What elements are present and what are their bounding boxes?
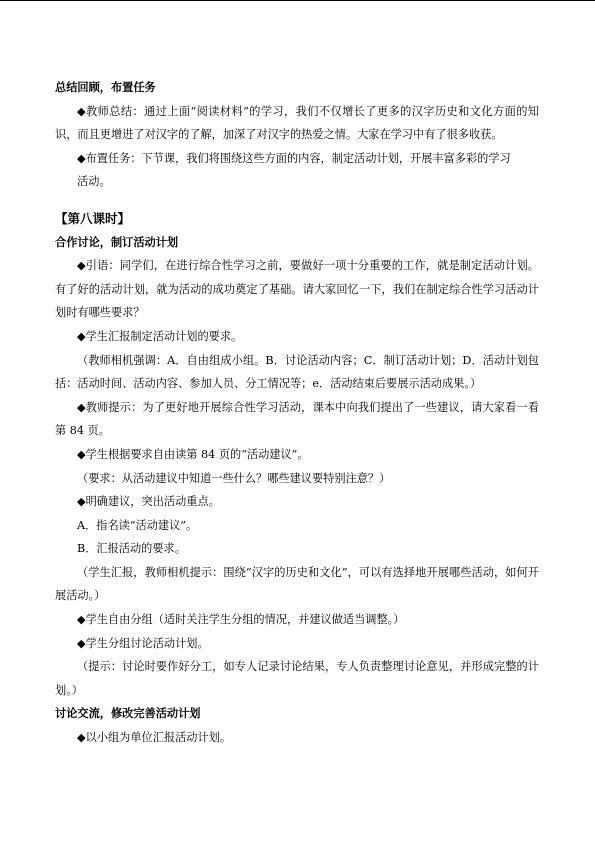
paragraph-group-report: ◆以小组为单位汇报活动计划。 xyxy=(77,731,232,745)
paragraph-teacher-emphasis: （教师相机强调：A．自由组成小组。B．讨论活动内容；C．制订活动计划；D．活动计划包括：活动时间、活动内容、参加人员、分工情况等；e．活动结束后要展示活动成果。） xyxy=(55,353,539,391)
lesson-heading-eighth: 【第八课时】 xyxy=(55,210,131,226)
paragraph-student-report-hint: （学生汇报，教师相机提示：围绕“汉字的历史和文化”，可以有选择地开展哪些活动，如何开展活动。） xyxy=(55,565,539,603)
paragraph-teacher-hint: ◆教师提示：为了更好地开展综合性学习活动，课本中向我们提出了一些建议，请大家看一看第 84 页。 xyxy=(55,400,539,438)
paragraph-group-discussion: ◆学生分组讨论活动计划。 xyxy=(77,636,209,650)
paragraph-student-read: ◆学生根据要求自由读第 84 页的“活动建议”。 xyxy=(77,447,309,461)
paragraph-requirement: （要求：从活动建议中知道一些什么？哪些建议要特别注意？） xyxy=(77,471,391,485)
document-body xyxy=(55,76,539,750)
paragraph-free-grouping: ◆学生自由分组（适时关注学生分组的情况，并建议做适当调整。） xyxy=(77,613,405,627)
paragraph-item-b: B．汇报活动的要求。 xyxy=(77,542,186,556)
paragraph-assign-task: ◆布置任务：下节课，我们将围绕这些方面的内容，制定活动计划，开展丰富多彩的学习 xyxy=(77,151,511,165)
paragraph-clarify-suggestions: ◆明确建议，突出活动重点。 xyxy=(77,495,220,509)
paragraph-teacher-summary: ◆教师总结：通过上面“阅读材料”的学习，我们不仅增长了更多的汉字历史和文化方面的知识，而且更增进了对汉字的了解，加深了对汉字的热爱之情。大家在学习中有了很多收获。 xyxy=(55,104,539,142)
section-heading-plan: 合作讨论，制订活动计划 xyxy=(55,235,179,249)
paragraph-assign-task-continued: 活动。 xyxy=(77,175,111,189)
paragraph-introduction: ◆引语：同学们，在进行综合性学习之前，要做好一项十分重要的工作，就是制定活动计划。有了好的活动计划，就为活动的成功奠定了基础。请大家回忆一下，我们在制定综合性学习活动计划时有哪些要求？ xyxy=(55,259,539,320)
section-heading-revise: 讨论交流，修改完善活动计划 xyxy=(55,707,201,721)
paragraph-discussion-hint: （提示：讨论时要作好分工，如专人记录讨论结果，专人负责整理讨论意见，并形成完整的计划。） xyxy=(55,660,539,697)
section-heading-summary: 总结回顾，布置任务 xyxy=(55,81,156,94)
top-border-line xyxy=(0,0,595,1)
paragraph-item-a: A．指名读“活动建议”。 xyxy=(77,518,198,532)
paragraph-student-report: ◆学生汇报制定活动计划的要求。 xyxy=(77,329,243,343)
